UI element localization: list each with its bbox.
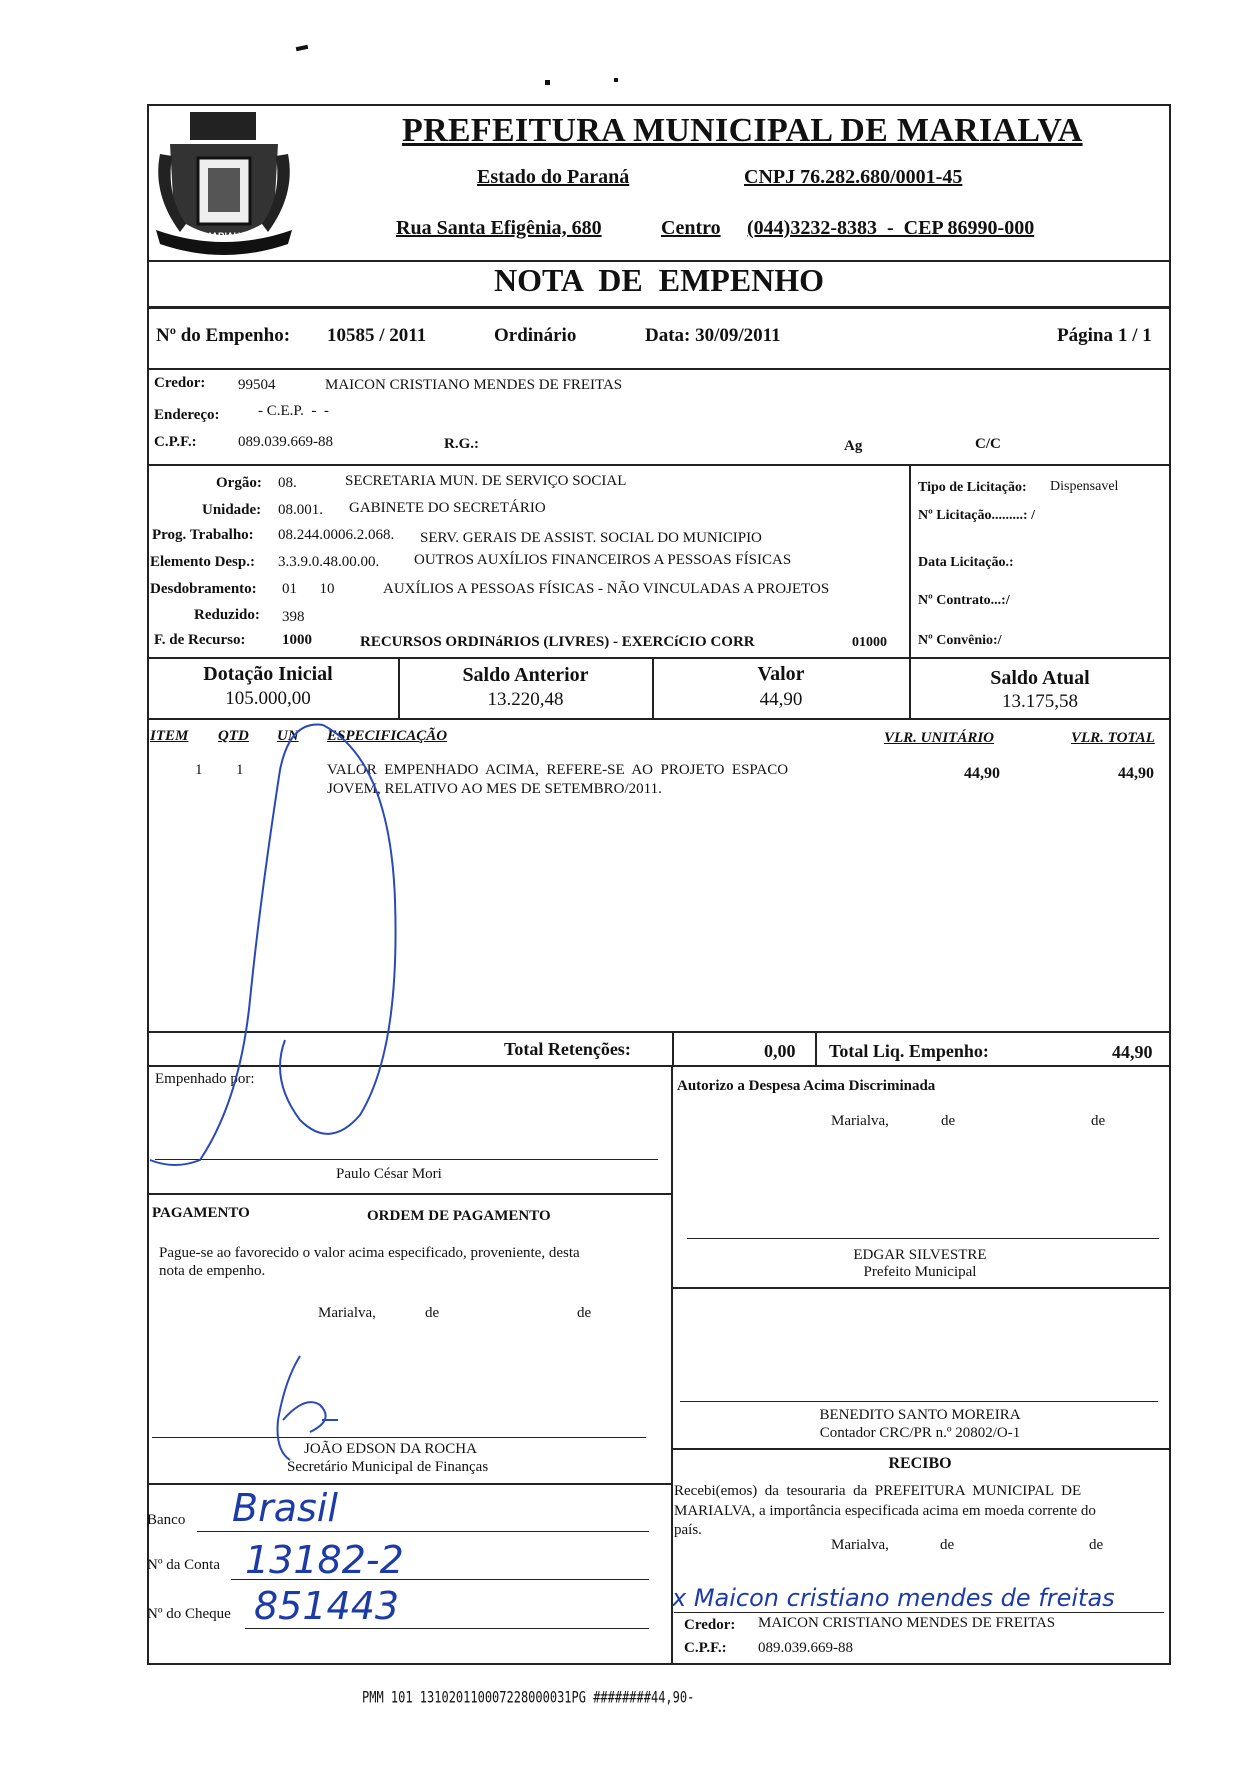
- empenhado-name: Paulo César Mori: [336, 1166, 442, 1182]
- saldo-label: Dotação Inicial: [203, 663, 333, 685]
- conta-handwritten: 13182-2: [245, 1538, 404, 1582]
- contador-role: Contador CRC/PR n.º 20802/O-1: [819, 1425, 1021, 1441]
- desdobramento-code: 01 10: [282, 581, 335, 597]
- empenho-number: 10585 / 2011: [327, 325, 427, 346]
- saldo-label: Saldo Anterior: [462, 664, 589, 686]
- col-total: VLR. TOTAL: [1071, 730, 1155, 746]
- numero-contrato: Nº Contrato...:/: [918, 593, 1010, 608]
- seal-banner-text: MARIALVA: [204, 231, 251, 241]
- recibo-text-line3: país.: [674, 1522, 702, 1538]
- cpf-label: C.P.F.:: [154, 434, 197, 450]
- cheque-handwritten: 851443: [254, 1584, 400, 1628]
- cpf-value: 089.039.669-88: [238, 434, 333, 450]
- elemento-desc: OUTROS AUXÍLIOS FINANCEIROS A PESSOAS FÍSICAS: [414, 552, 792, 568]
- desdobramento-desc: AUXÍLIOS A PESSOAS FÍSICAS - NÃO VINCULADAS A PROJETOS: [383, 581, 830, 597]
- recibo-credor-name: MAICON CRISTIANO MENDES DE FREITAS: [758, 1615, 1056, 1631]
- item-spec-line1: VALOR EMPENHADO ACIMA, REFERE-SE AO PROJETO ESPACO: [327, 762, 789, 778]
- item-total: 44,90: [1118, 765, 1154, 782]
- ag-label: Ag: [844, 438, 863, 454]
- address-label: Endereço:: [154, 407, 220, 423]
- contador-name: BENEDITO SANTO MOREIRA: [819, 1407, 1021, 1423]
- pagamento-city: Marialva,: [318, 1305, 376, 1321]
- orgao-code: 08.: [278, 475, 297, 491]
- recibo-title: RECIBO: [888, 1455, 952, 1472]
- col-unit-price: VLR. UNITÁRIO: [884, 730, 995, 746]
- phone-cep: (044)3232-8383 - CEP 86990-000: [747, 217, 1035, 239]
- item-unit-price: 44,90: [964, 765, 1000, 782]
- tipo-licitacao-label: Tipo de Licitação:: [918, 480, 1027, 495]
- unidade-code: 08.001.: [278, 502, 323, 518]
- item-number: 1: [195, 762, 203, 778]
- unidade-desc: GABINETE DO SECRETÁRIO: [349, 500, 546, 516]
- credor-code: 99504: [238, 377, 276, 393]
- prefecture-title: PREFEITURA MUNICIPAL DE MARIALVA: [402, 112, 1083, 149]
- cc-label: C/C: [975, 436, 1001, 452]
- empenho-date: Data: 30/09/2011: [645, 325, 781, 346]
- recibo-credor-label: Credor:: [684, 1617, 736, 1633]
- pagamento-text-line1: Pague-se ao favorecido o valor acima especificado, proveniente, desta: [159, 1245, 580, 1261]
- numero-licitacao: Nº Licitação.........: /: [918, 508, 1035, 523]
- cheque-label: Nº do Cheque: [147, 1606, 231, 1622]
- secretario-role: Secretário Municipal de Finanças: [287, 1459, 489, 1475]
- orgao-desc: SECRETARIA MUN. DE SERVIÇO SOCIAL: [345, 473, 627, 489]
- col-item: ITEM: [150, 728, 189, 744]
- item-qtd: 1: [236, 762, 244, 778]
- street-address: Rua Santa Efigênia, 680: [396, 217, 602, 239]
- cnpj: CNPJ 76.282.680/0001-45: [744, 166, 963, 188]
- autorizo-de1: de: [941, 1113, 956, 1129]
- banco-label: Banco: [147, 1512, 186, 1528]
- prefeito-role: Prefeito Municipal: [863, 1264, 977, 1280]
- prog-trabalho-label: Prog. Trabalho:: [152, 527, 254, 543]
- saldo-label: Saldo Atual: [990, 667, 1090, 689]
- recurso-label: F. de Recurso:: [154, 632, 246, 648]
- secretario-signature: [278, 1356, 339, 1460]
- address-value: - C.E.P. - -: [258, 403, 329, 419]
- empenhado-label: Empenhado por:: [155, 1071, 255, 1087]
- reduzido-label: Reduzido:: [194, 607, 260, 623]
- pagamento-label: PAGAMENTO: [152, 1205, 250, 1221]
- ordem-pagamento-label: ORDEM DE PAGAMENTO: [367, 1208, 551, 1224]
- conta-label: Nº da Conta: [147, 1557, 220, 1573]
- credor-name: MAICON CRISTIANO MENDES DE FREITAS: [325, 377, 623, 393]
- empenho-type: Ordinário: [494, 325, 577, 346]
- col-un: UN: [277, 728, 299, 744]
- numero-convenio: Nº Convênio:/: [918, 633, 1002, 648]
- recurso-extra: 01000: [852, 635, 887, 650]
- document-title: NOTA DE EMPENHO: [493, 262, 825, 298]
- recurso-code: 1000: [282, 632, 312, 648]
- empenho-number-label: Nº do Empenho:: [156, 325, 291, 346]
- rg-label: R.G.:: [444, 436, 479, 452]
- recibo-cpf-label: C.P.F.:: [684, 1640, 727, 1656]
- state-name: Estado do Paraná: [477, 166, 630, 188]
- saldo-label: Valor: [757, 663, 805, 685]
- recibo-de2: de: [1089, 1537, 1104, 1553]
- total-liq-label: Total Liq. Empenho:: [829, 1041, 989, 1061]
- recibo-de1: de: [940, 1537, 955, 1553]
- col-qtd: QTD: [218, 728, 249, 744]
- item-spec-line2: JOVEM, RELATIVO AO MES DE SETEMBRO/2011.: [327, 781, 662, 797]
- col-spec: ESPECIFICAÇÃO: [327, 728, 448, 744]
- recibo-city: Marialva,: [831, 1537, 889, 1553]
- credor-label: Credor:: [154, 375, 206, 391]
- saldo-value: 105.000,00: [225, 688, 311, 709]
- page-number: 1 / 1: [1118, 325, 1152, 346]
- footer-code: PMM 101 131020110007228000031PG ########44,90-: [362, 1688, 695, 1707]
- total-liq-value: 44,90: [1112, 1042, 1153, 1062]
- recibo-text-line1: Recebi(emos) da tesouraria da PREFEITURA MUNICIPAL DE: [674, 1483, 1082, 1499]
- pagamento-de2: de: [577, 1305, 592, 1321]
- autorizo-label: Autorizo a Despesa Acima Discriminada: [677, 1078, 936, 1094]
- recibo-signature-handwritten: x Maicon cristiano mendes de freitas: [672, 1584, 1115, 1612]
- total-retencoes-value: 0,00: [764, 1041, 796, 1061]
- tipo-licitacao-value: Dispensavel: [1050, 479, 1119, 494]
- autorizo-city: Marialva,: [831, 1113, 889, 1129]
- empenhado-signature: [150, 725, 396, 1165]
- secretario-name: JOÃO EDSON DA ROCHA: [304, 1441, 477, 1457]
- orgao-label: Orgão:: [216, 475, 262, 491]
- banco-handwritten: Brasil: [232, 1486, 338, 1530]
- pagamento-text-line2: nota de empenho.: [159, 1263, 266, 1279]
- reduzido-code: 398: [282, 609, 305, 625]
- saldo-value: 13.175,58: [1002, 691, 1078, 712]
- pagamento-de1: de: [425, 1305, 440, 1321]
- prefeito-name: EDGAR SILVESTRE: [853, 1247, 987, 1263]
- district: Centro: [661, 217, 721, 239]
- recibo-text-line2: MARIALVA, a importância especificada acima em moeda corrente do: [674, 1503, 1096, 1519]
- desdobramento-label: Desdobramento:: [150, 581, 257, 597]
- elemento-code: 3.3.9.0.48.00.00.: [278, 554, 380, 570]
- prog-trabalho-desc: SERV. GERAIS DE ASSIST. SOCIAL DO MUNICIPIO: [420, 530, 762, 546]
- saldo-value: 44,90: [759, 689, 803, 710]
- elemento-label: Elemento Desp.:: [150, 554, 255, 570]
- prog-trabalho-code: 08.244.0006.2.068.: [278, 527, 395, 543]
- unidade-label: Unidade:: [202, 502, 262, 518]
- page-label: Página: [1057, 325, 1113, 346]
- recibo-cpf-value: 089.039.669-88: [758, 1640, 853, 1656]
- autorizo-de2: de: [1091, 1113, 1106, 1129]
- recurso-desc: RECURSOS ORDINáRIOS (LIVRES) - EXERCíCIO CORR: [360, 634, 755, 650]
- total-retencoes-label: Total Retenções:: [504, 1039, 631, 1059]
- data-licitacao: Data Licitação.:: [918, 555, 1014, 570]
- saldo-value: 13.220,48: [487, 689, 564, 710]
